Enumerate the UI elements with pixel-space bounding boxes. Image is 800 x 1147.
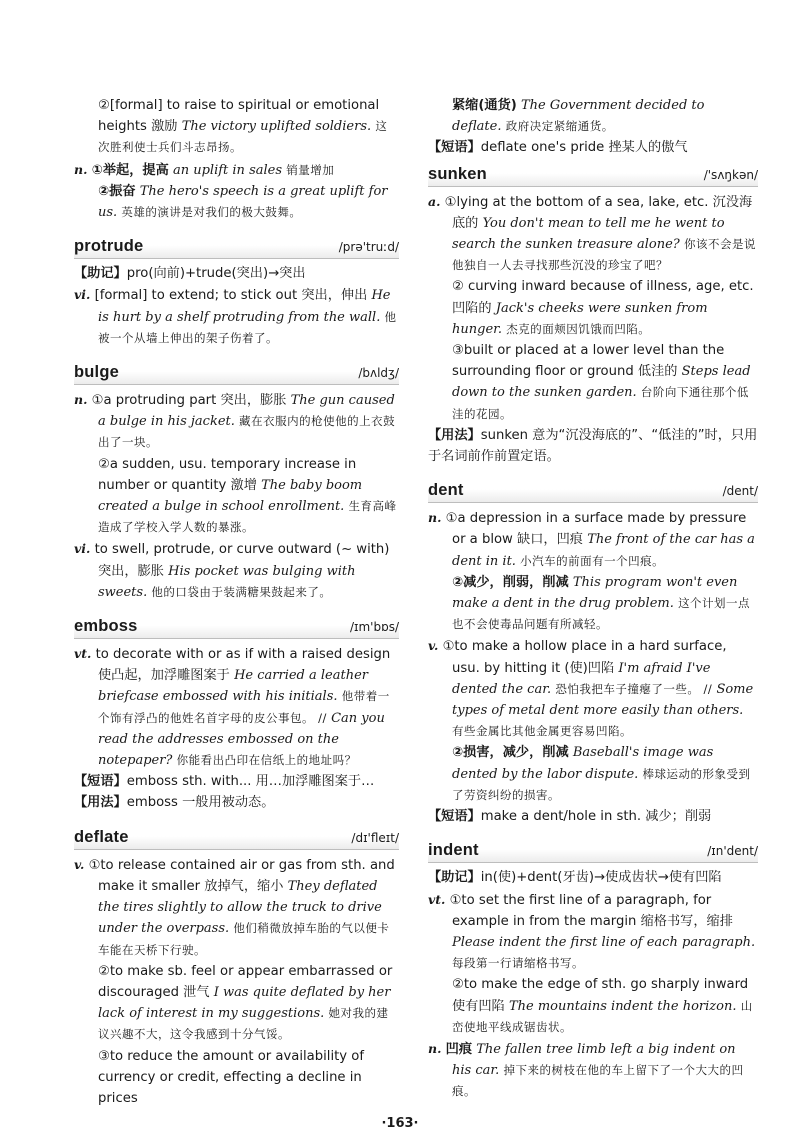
example-en: He is hurt by a shelf protruding from the wall. xyxy=(98,288,391,325)
example-en: They deflated the tires slightly to allow the truck to drive under the overpass. xyxy=(98,878,382,937)
headword-bar xyxy=(428,841,758,863)
part-of-speech: vi. xyxy=(74,287,91,303)
sense xyxy=(74,284,399,349)
part-of-speech: a. xyxy=(428,193,441,209)
pronunciation: /ɪm'bɒs/ xyxy=(349,620,399,635)
example-en: Please indent the first line of each paragraph. xyxy=(452,934,756,950)
definition: ①举起，提高 xyxy=(91,162,169,178)
example-cn: 他们稍微放掉车胎的气以便卡车能在天桥下行驶。 xyxy=(98,921,390,957)
phrase-label: 【短语】 xyxy=(74,774,127,790)
headword-bar xyxy=(74,363,399,385)
example-cn: 他的口袋由于装满糖果鼓起来了。 xyxy=(151,584,332,599)
memo-text: in(使)+dent(牙齿)→使成齿状→使有凹陷 xyxy=(480,870,722,886)
example-cn: 杰克的面颊因饥饿而凹陷。 xyxy=(506,321,651,336)
sense xyxy=(74,95,399,159)
example-en: You don't mean to tell me he went to search the sunken treasure alone? xyxy=(452,215,725,253)
definition: ②to make sb. feel or appear embarrassed or discouraged 泄气 xyxy=(98,963,393,1000)
sense xyxy=(428,742,758,806)
memo-text: pro(向前)+trude(突出)→突出 xyxy=(126,266,306,282)
definition: 凹痕 xyxy=(445,1041,473,1057)
pronunciation: /'sʌŋkən/ xyxy=(703,167,758,182)
memo xyxy=(74,263,399,284)
part-of-speech: v. xyxy=(74,856,85,872)
part-of-speech: vi. xyxy=(74,541,91,557)
sense xyxy=(74,961,399,1046)
headword: sunken xyxy=(428,164,487,183)
part-of-speech: n. xyxy=(428,1040,442,1056)
page-number: ·163· xyxy=(381,1116,419,1131)
memo-label: 【助记】 xyxy=(74,266,127,282)
headword: indent xyxy=(428,841,479,860)
sense xyxy=(74,854,399,961)
usage-text: sunken 意为“沉没海底的”、“低洼的”时，只用于名词前作前置定语。 xyxy=(428,427,758,465)
headword: bulge xyxy=(74,363,119,382)
definition: to swell, protrude, or curve outward (~ with) 突出，膨胀 xyxy=(94,542,390,579)
usage-label: 【用法】 xyxy=(428,427,481,443)
pronunciation: /prə'truːd/ xyxy=(338,240,399,255)
definition: ②[formal] to raise to spiritual or emotional heights 激励 xyxy=(98,98,380,135)
example-cn: 台阶向下通往那个低洼的花园。 xyxy=(452,385,749,421)
sense xyxy=(74,454,399,539)
example-en: The Government decided to deflate. xyxy=(452,98,705,135)
headword: protrude xyxy=(74,237,144,256)
example-cn: 这个计划一点也不会使毒品问题有所减轻。 xyxy=(452,596,751,632)
sense xyxy=(428,95,758,137)
definition: ②减少，削弱，削减 xyxy=(452,574,569,590)
entry-protrude xyxy=(74,237,399,349)
definition: ①a protruding part 突出，膨胀 xyxy=(91,393,287,409)
sense xyxy=(74,643,399,771)
example-en: The mountains indent the horizon. xyxy=(508,998,737,1014)
example-cn: 棒球运动的形象受到了劳资纠纷的损害。 xyxy=(452,766,751,802)
definition: [formal] to extend; to stick out 突出，伸出 xyxy=(94,288,368,304)
example-cn: 他被一个从墙上伸出的架子伤着了。 xyxy=(98,309,397,345)
phrase-text: emboss sth. with... 用…加浮雕图案于… xyxy=(126,774,375,790)
example-cn: 小汽车的前面有一个凹痕。 xyxy=(520,553,665,568)
sense xyxy=(74,538,399,603)
definition: ②a sudden, usu. temporary increase in number or quantity 激增 xyxy=(98,456,357,493)
definition: ①to set the first line of a paragraph, for example in from the margin 缩格书写，缩排 xyxy=(449,892,733,929)
usage xyxy=(428,425,758,467)
usage xyxy=(74,792,399,813)
sense xyxy=(428,974,758,1038)
sense xyxy=(428,889,758,975)
sense xyxy=(428,340,758,425)
part-of-speech: n. xyxy=(428,510,442,526)
entry-bulge xyxy=(74,363,399,603)
example-cn: 恐怕我把车子撞瘪了一些。 // xyxy=(555,681,713,696)
example-cn: 销量增加 xyxy=(286,162,335,177)
definition: ③to reduce the amount or availability of currency or credit, effecting a decline in prices xyxy=(98,1048,364,1106)
phrase xyxy=(428,137,758,158)
entry-emboss xyxy=(74,617,399,814)
definition: ②振奋 xyxy=(98,183,136,199)
example-cn: 山峦使地平线成锯齿状。 xyxy=(452,998,753,1034)
sense xyxy=(428,572,758,636)
definition: ②to make the edge of sth. go sharply inward 使有凹陷 xyxy=(452,977,749,1014)
sense xyxy=(74,181,399,223)
example-en: This program won't even make a dent in the drug problem. xyxy=(452,574,738,612)
memo xyxy=(428,867,758,888)
sense xyxy=(428,276,758,340)
entry-sunken xyxy=(428,165,758,468)
example-cn: 有些金属比其他金属更容易凹陷。 xyxy=(452,724,632,739)
example-en: The fallen tree limb left a big indent on his car. xyxy=(452,1041,736,1079)
entry-deflate-continued xyxy=(428,95,758,159)
example-cn: 生育高峰造成了学校入学人数的暴涨。 xyxy=(98,499,397,535)
example-en: an uplift in sales xyxy=(172,162,283,178)
example-en: The gun caused a bulge in his jacket. xyxy=(98,393,395,430)
example-en: The hero's speech is a great uplift for us. xyxy=(98,183,388,221)
definition: ①to release contained air or gas from sth. and make it smaller 放掉气，缩小 xyxy=(88,857,395,894)
definition: ①lying at the bottom of a sea, lake, etc. 沉没海底的 xyxy=(444,194,753,231)
example-cn: 他带着一个饰有浮凸的他姓名首字母的皮公事包。 // xyxy=(98,689,390,725)
sense xyxy=(428,635,758,742)
definition: ①to make a hollow place in a hard surface, usu. by hitting it (使)凹陷 xyxy=(442,639,727,676)
definition: ①a depression in a surface made by pressure or a blow 缺口，凹痕 xyxy=(445,511,747,548)
entry-indent xyxy=(428,841,758,1102)
pronunciation: /bʌldʒ/ xyxy=(358,366,399,381)
pronunciation: /dɪ'fleɪt/ xyxy=(351,830,399,845)
right-column xyxy=(428,95,758,1103)
headword: emboss xyxy=(74,617,138,636)
memo-label: 【助记】 xyxy=(428,870,481,886)
sense xyxy=(428,191,758,277)
headword-bar xyxy=(74,617,399,639)
definition: to decorate with or as if with a raised design 使凸起，加浮雕图案于 xyxy=(95,647,391,684)
sense xyxy=(74,1046,399,1110)
sense xyxy=(428,1038,758,1103)
headword: dent xyxy=(428,481,464,500)
example-cn: 你该不会是说他独自一人去寻找那些沉没的珍宝了吧？ xyxy=(452,237,756,273)
example-cn: 藏在衣服内的枪使他的上衣鼓出了一块。 xyxy=(98,414,396,450)
entry-dent xyxy=(428,481,758,827)
example-en: The victory uplifted soldiers. xyxy=(181,119,372,135)
example-en: Can you read the addresses embossed on the notepaper? xyxy=(98,710,385,769)
example-en: He carried a leather briefcase embossed with his initials. xyxy=(98,668,368,705)
example-en: I was quite deflated by her lack of interest in my suggestions. xyxy=(98,984,391,1022)
definition: 紧缩(通货) xyxy=(452,98,517,113)
phrase-text: make a dent/hole in sth. 减少；削弱 xyxy=(480,809,712,825)
example-en: Baseball's image was dented by the labor dispute. xyxy=(452,745,714,782)
example-en: The front of the car has a dent in it. xyxy=(452,532,755,569)
headword-bar xyxy=(74,237,399,259)
example-en: Some types of metal dent more easily than others. xyxy=(452,681,754,719)
example-cn: 掉下来的树枝在他的车上留下了一个大大的凹痕。 xyxy=(452,1063,744,1099)
phrase xyxy=(74,771,399,792)
part-of-speech: v. xyxy=(428,638,439,654)
example-cn: 你能看出凸印在信纸上的地址吗？ xyxy=(176,753,357,768)
headword: deflate xyxy=(74,827,129,846)
example-en: The baby boom created a bulge in school enrollment. xyxy=(98,477,363,515)
headword-bar xyxy=(74,828,399,850)
example-cn: 英雄的演讲是对我们的极大鼓舞。 xyxy=(121,205,302,220)
usage-label: 【用法】 xyxy=(74,795,127,811)
part-of-speech: n. xyxy=(74,161,88,177)
sense xyxy=(74,159,399,181)
entry-uplift-continued xyxy=(74,95,399,223)
part-of-speech: n. xyxy=(74,392,88,408)
example-cn: 每段第一行请缩格书写。 xyxy=(452,956,584,971)
definition: ③built or placed at a lower level than the surrounding floor or ground 低洼的 xyxy=(452,343,725,380)
phrase-label: 【短语】 xyxy=(428,809,481,825)
example-en: His pocket was bulging with sweets. xyxy=(98,563,356,600)
example-en: Jack's cheeks were sunken from hunger. xyxy=(452,300,708,337)
entry-deflate xyxy=(74,828,399,1109)
example-cn: 她对我的建议兴趣不大，这令我感到十分气馁。 xyxy=(98,1006,389,1042)
sense xyxy=(428,507,758,572)
definition: ②损害，减少，削减 xyxy=(452,745,569,761)
example-cn: 这次胜利使士兵们斗志昂扬。 xyxy=(98,119,388,155)
headword-bar xyxy=(428,165,758,187)
sense xyxy=(74,389,399,454)
example-cn: 政府决定紧缩通货。 xyxy=(505,119,614,134)
part-of-speech: vt. xyxy=(428,891,446,907)
example-en: I'm afraid I've dented the car. xyxy=(452,660,711,697)
phrase xyxy=(428,806,758,827)
left-column xyxy=(74,95,399,1109)
pronunciation: /dent/ xyxy=(722,484,758,499)
definition: ② curving inward because of illness, age, etc. 凹陷的 xyxy=(452,279,754,316)
part-of-speech: vt. xyxy=(74,646,92,662)
pronunciation: /ɪn'dent/ xyxy=(707,844,758,859)
headword-bar xyxy=(428,481,758,503)
example-en: Steps lead down to the sunken garden. xyxy=(452,364,751,401)
phrase-text: deflate one's pride 挫某人的傲气 xyxy=(480,140,688,156)
usage-text: emboss 一般用被动态。 xyxy=(126,795,275,811)
phrase-label: 【短语】 xyxy=(428,140,481,156)
